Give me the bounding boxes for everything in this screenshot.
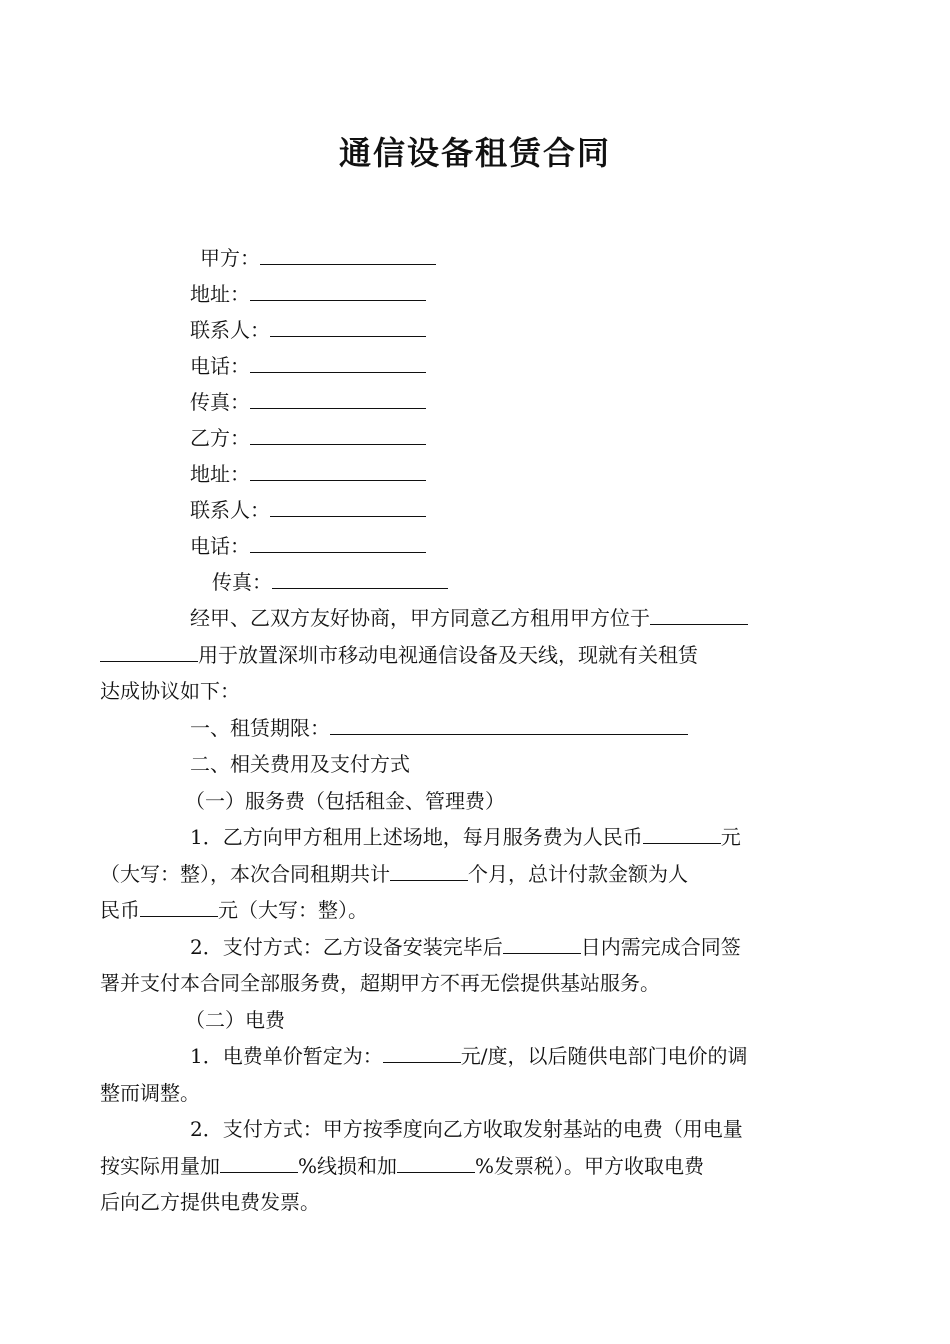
- fill-blank: [270, 498, 426, 517]
- text-segment: 1．乙方向甲方租用上述场地，每月服务费为人民币: [190, 825, 643, 849]
- service-fee-item-1: [100, 819, 807, 929]
- text-segment: 元/度，以后随供电部门电价的调: [460, 1044, 748, 1068]
- section-fees-heading: 二、相关费用及支付方式: [190, 752, 410, 776]
- text-segment: 元: [720, 825, 741, 849]
- party-b-contact-field: [190, 498, 426, 522]
- party-b-phone-field: [190, 534, 426, 558]
- fill-blank: [140, 898, 218, 917]
- text-segment: %线损和加: [298, 1153, 398, 1178]
- fill-blank: [383, 1044, 461, 1063]
- lease-term-label: 一、租赁期限：: [190, 715, 330, 740]
- fill-blank: [397, 1154, 475, 1173]
- text-segment: 民币: [100, 898, 140, 922]
- fill-blank: [250, 426, 426, 445]
- document-title: 通信设备租赁合同: [338, 134, 611, 172]
- text-segment: （大写：整），本次合同租期共计: [100, 861, 390, 886]
- text-segment: 2．支付方式：甲方按季度向乙方收取发射基站的电费（用电量: [190, 1117, 743, 1141]
- section-lease-term: [145, 710, 807, 747]
- text-segment: 日内需完成合同签: [580, 934, 741, 959]
- field-label: 地址：: [190, 462, 250, 486]
- party-b-address-field: [190, 462, 426, 486]
- text-segment: 按实际用量加: [100, 1153, 220, 1178]
- fill-blank: [250, 534, 426, 553]
- electricity-item-2: [100, 1111, 807, 1221]
- fill-blank: [270, 318, 426, 337]
- field-label: 乙方：: [190, 426, 250, 450]
- text-segment: 署并支付本合同全部服务费，超期甲方不再无偿提供基站服务。: [100, 971, 660, 995]
- fill-blank: [330, 716, 688, 735]
- fill-blank: [260, 246, 436, 265]
- intro-line-2: 用于放置深圳市移动电视通信设备及天线，现就有关租赁: [198, 642, 698, 667]
- text-segment: 1．电费单价暂定为：: [190, 1044, 383, 1068]
- contract-body: [100, 600, 807, 1221]
- field-label: 联系人：: [190, 318, 270, 342]
- fill-blank: [250, 282, 426, 301]
- fill-blank: [250, 354, 426, 373]
- fill-blank: [643, 825, 721, 844]
- party-a-contact-field: [190, 318, 426, 342]
- intro-line-3: 达成协议如下：: [100, 679, 240, 703]
- field-label: 甲方：: [200, 246, 260, 270]
- text-segment: 个月，总计付款金额为人: [468, 861, 688, 886]
- fill-blank: [220, 1154, 298, 1173]
- party-b-field: [190, 426, 426, 450]
- field-label: 地址：: [190, 282, 250, 306]
- field-label: 传真：: [190, 390, 250, 414]
- intro-paragraph: [100, 600, 807, 710]
- party-a-fax-field: [190, 390, 426, 414]
- text-segment: 元（大写：整）。: [218, 898, 368, 922]
- fill-blank: [650, 606, 748, 625]
- text-segment: 后向乙方提供电费发票。: [100, 1190, 320, 1214]
- fill-blank: [250, 462, 426, 481]
- intro-line-1: 经甲、乙双方友好协商，甲方同意乙方租用甲方位于: [190, 606, 650, 630]
- text-segment: 2．支付方式：乙方设备安装完毕后: [190, 934, 503, 959]
- party-a-field: [200, 246, 436, 270]
- fill-blank: [250, 390, 426, 409]
- field-label: 传真：: [212, 570, 272, 594]
- party-a-phone-field: [190, 354, 426, 378]
- field-label: 电话：: [190, 354, 250, 378]
- party-a-address-field: [190, 282, 426, 306]
- text-segment: 整而调整。: [100, 1080, 200, 1105]
- field-label: 电话：: [190, 534, 250, 558]
- electricity-item-1: [100, 1038, 807, 1111]
- fill-blank: [272, 570, 448, 589]
- party-b-fax-field: [212, 570, 448, 594]
- fill-blank: [390, 862, 468, 881]
- text-segment: %发票税）。甲方收取电费: [475, 1153, 705, 1178]
- fill-blank: [503, 935, 581, 954]
- service-fee-item-2: [100, 929, 807, 1002]
- electricity-heading: （二）电费: [185, 1007, 285, 1032]
- field-label: 联系人：: [190, 498, 270, 522]
- service-fee-heading: （一）服务费（包括租金、管理费）: [185, 788, 505, 813]
- fill-blank: [100, 643, 198, 662]
